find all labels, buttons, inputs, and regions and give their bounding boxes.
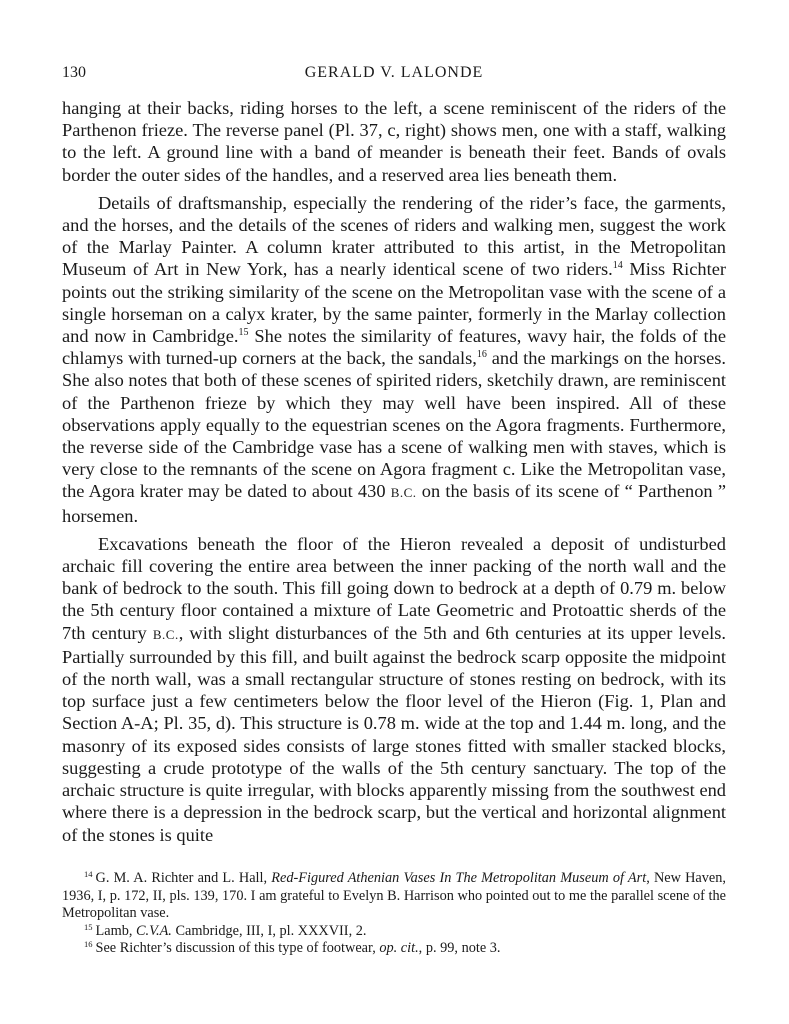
footnote-15 bbox=[62, 923, 726, 941]
footnote-text: G. M. A. Richter and L. Hall, bbox=[95, 870, 272, 886]
body-text bbox=[62, 97, 726, 852]
paragraph-2-text-c: She notes the similarity of features, wavy hair, the folds of the chlamys with turned-up corners at the back, the sandals, bbox=[62, 326, 726, 369]
paragraph-3 bbox=[62, 533, 726, 846]
footnotes bbox=[62, 870, 726, 958]
footnote-text: , New Haven, 1936, I, p. 172, II, pls. 139, 170. I am grateful to Evelyn B. Harrison who pointed out to me the parallel scene of the Metropolitan vase. bbox=[62, 870, 726, 922]
footnote-citation-title: Red-Figured Athenian Vases In The Metropolitan Museum of Art bbox=[271, 870, 647, 886]
footnote-text: See Richter’s discussion of this type of footwear, bbox=[95, 940, 380, 957]
running-head-author: GERALD V. LALONDE bbox=[304, 64, 484, 81]
footnote-number: 16 bbox=[84, 939, 93, 950]
footnote-16 bbox=[62, 940, 726, 958]
small-caps-bc: B.C. bbox=[152, 626, 179, 642]
paragraph-2-text-b: Miss Richter points out the striking similarity of the scene on the Metropolitan vase with the scene of a single horseman on a calyx krater, by the same painter, formerly in the Marlay collection and now in Cambridge. bbox=[62, 259, 726, 347]
footnote-text: Cambridge, III, I, pl. XXXVII, 2. bbox=[171, 922, 367, 939]
paragraph-2-text-e: on the basis of its scene of “ Parthenon ” horsemen. bbox=[62, 481, 726, 526]
paragraph-3-text-b: , with slight disturbances of the 5th and 6th centuries at its upper levels. Partially surrounded by this fill, and built against the bedrock scarp opposite the midpoint of the north wall, was a small rectangular structure of stones resting on bedrock, with its top surface just a few centimeters below the floor level of the Hieron (Fig. 1, Plan and Section A-A; Pl. 35, d). This structure is 0.78 m. wide at the top and 1.44 m. long, and the masonry of its exposed sides consists of large stones fitted with smaller stacked blocks, suggesting a crude prototype of the walls of the 5th century sanctuary. The top of the archaic structure is quite irregular, with blocks apparently missing from the southwest end where there is a depression in the bedrock scarp, but the vertical and horizontal alignment of the stones is quite bbox=[62, 622, 726, 845]
page-number: 130 bbox=[62, 64, 86, 81]
footnote-citation-title: op. cit. bbox=[379, 940, 419, 957]
paragraph-3-text-a: Excavations beneath the floor of the Hieron revealed a deposit of undisturbed archaic fill covering the entire area between the inner packing of the north wall and the bank of bedrock to the south. This fill going down to bedrock at a depth of 0.79 m. below the 5th century floor contained a mixture of Late Geometric and Protoattic sherds of the 7th century bbox=[62, 533, 726, 643]
paragraph-1 bbox=[62, 97, 726, 186]
paragraph-2 bbox=[62, 192, 726, 527]
footnote-ref-14[interactable]: 14 bbox=[612, 260, 623, 272]
running-head bbox=[62, 64, 726, 86]
footnote-number: 15 bbox=[84, 921, 93, 932]
small-caps-bc: B.C. bbox=[390, 485, 417, 501]
footnote-text: , p. 99, note 3. bbox=[418, 940, 501, 957]
paragraph-2-text-d: and the markings on the horses. She also notes that both of these scenes of spirited riders, sketchily drawn, are reminiscent of the Parthenon frieze by which they may well have been inspired. All of these observations apply equally to the equestrian scenes on the Agora fragments. Furthermore, the reverse side of the Cambridge vase has a scene of walking men with staves, which is very close to the remnants of the scene on Agora fragment c. Like the Metropolitan vase, the Agora krater may be dated to about 430 bbox=[62, 348, 727, 502]
footnote-ref-16[interactable]: 16 bbox=[476, 349, 487, 361]
footnote-citation-title: C.V.A. bbox=[136, 922, 172, 939]
paragraph-2-text-a: Details of draftsmanship, especially the rendering of the rider’s face, the garments, and the horses, and the details of the scenes of riders and walking men, suggest the work of the Marlay Painter. A column krater attributed to this artist, in the Metropolitan Museum of Art in New York, has a nearly identical scene of two riders. bbox=[62, 192, 726, 280]
paragraph-1-text: hanging at their backs, riding horses to the left, a scene reminiscent of the riders of the Parthenon frieze. The reverse panel (Pl. 37, c, right) shows men, one with a staff, walking to the left. A ground line with a band of meander is beneath their feet. Bands of ovals border the outer sides of the handles, and a reserved area lies beneath them. bbox=[62, 98, 726, 185]
footnote-ref-15[interactable]: 15 bbox=[238, 327, 249, 339]
footnote-number: 14 bbox=[84, 869, 93, 879]
footnote-text: Lamb, bbox=[95, 922, 136, 939]
footnote-14 bbox=[62, 870, 726, 923]
